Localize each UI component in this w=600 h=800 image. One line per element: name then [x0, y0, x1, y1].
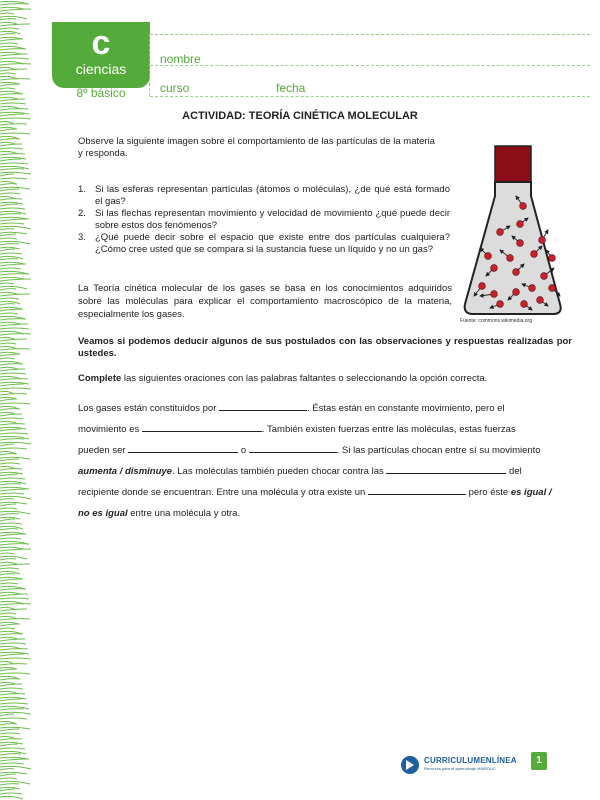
- grade-label: 8º básico: [76, 86, 126, 100]
- sentence-part: Los gases están constituidos por: [78, 403, 217, 414]
- instructions-lead: Complete: [78, 373, 122, 384]
- question-number: 1.: [78, 184, 86, 195]
- gas-particle: [497, 301, 504, 308]
- gas-particle: [541, 273, 548, 280]
- blank-2[interactable]: [142, 422, 262, 432]
- gas-particle: [529, 285, 536, 292]
- intro-text: Observe la siguiente imagen sobre el comportamiento de las partículas de la materia y responda.: [78, 136, 435, 159]
- gas-particle: [517, 240, 524, 247]
- gas-particle: [491, 265, 498, 272]
- curso-fecha-field[interactable]: [150, 96, 590, 97]
- sentence-part: pero éste: [468, 487, 509, 498]
- question-text: Si las flechas representan movimiento y velocidad de movimiento ¿qué puede decir sobre estos dos fenómenos?: [95, 208, 450, 231]
- question-2: [78, 208, 450, 232]
- nombre-field[interactable]: [150, 65, 590, 66]
- gas-particle: [507, 255, 514, 262]
- sentence-part: entre una molécula y otra.: [127, 508, 241, 519]
- subject-logo: [52, 22, 150, 88]
- theory-paragraph: La Teoría cinética molecular de los gases se basa en los conocimientos adquiridos sobre las moléculas para explicar el comportamiento macroscópico de la materia, especialmente los gases.: [78, 283, 452, 320]
- flask-stopper: [495, 146, 531, 182]
- header-top-line: [150, 34, 590, 35]
- flask-body: [465, 182, 561, 314]
- curriculum-tagline: Recursos para el aprendizaje MINEDUC: [424, 766, 496, 771]
- gas-particle: [485, 253, 492, 260]
- grass-border-decoration: [0, 0, 36, 800]
- image-credit: Fuente: commons.wikimedia.org: [460, 318, 532, 324]
- gas-particle: [521, 301, 528, 308]
- nombre-label: nombre: [160, 52, 201, 66]
- blank-5[interactable]: [386, 464, 506, 474]
- page-number: 1: [531, 752, 547, 770]
- blank-3[interactable]: [128, 443, 238, 453]
- sentence-part: movimiento es: [78, 424, 140, 435]
- option-no-es-igual[interactable]: no es igual: [78, 508, 128, 519]
- gas-particle: [531, 251, 538, 258]
- curso-label: curso: [160, 81, 190, 95]
- gas-particle: [517, 221, 524, 228]
- gas-particle: [491, 291, 498, 298]
- option-aumenta-disminuye[interactable]: aumenta / disminuye: [78, 466, 172, 477]
- blank-4[interactable]: [249, 443, 337, 453]
- gas-particle: [549, 255, 556, 262]
- option-es-igual[interactable]: es igual /: [510, 487, 552, 498]
- sentence-part: . También existen fuerzas entre las moléculas, estas fuerzas: [261, 424, 516, 435]
- sentence-part: . Las moléculas también pueden chocar contra las: [171, 466, 384, 477]
- logo-letter: c: [91, 24, 111, 62]
- gas-particle: [479, 283, 486, 290]
- logo-word: ciencias: [75, 61, 127, 77]
- gas-particle: [513, 289, 520, 296]
- question-3: [78, 232, 450, 256]
- postulates-text: Veamos si podemos deducir algunos de sus postulados con las observaciones y respuestas realizadas por ustedes.: [78, 336, 572, 359]
- curriculum-logo-icon: [401, 756, 419, 774]
- sentence-part: . Éstas están en constante movimiento, pero el: [307, 403, 505, 414]
- gas-particle: [497, 229, 504, 236]
- sentence-part: pueden ser: [78, 445, 126, 456]
- page-title: ACTIVIDAD: TEORÍA CINÉTICA MOLECULAR: [182, 110, 418, 122]
- sentence-part: o: [240, 445, 247, 456]
- question-text: ¿Qué puede decir sobre el espacio que existe entre dos partículas cualquiera? ¿Cómo cree usted que se compara si la sustancia fuese un líquido y no un gas?: [95, 232, 450, 255]
- flask-illustration: [460, 136, 565, 318]
- blank-6[interactable]: [368, 485, 466, 495]
- gas-particle: [549, 285, 556, 292]
- question-1: [78, 184, 450, 208]
- fill-in-paragraph: [78, 398, 578, 524]
- fecha-label: fecha: [276, 81, 306, 95]
- sentence-part: recipiente donde se encuentran. Entre una molécula y otra existe un: [78, 487, 366, 498]
- sentence-part: . Si las partículas chocan entre sí su movimiento: [336, 445, 541, 456]
- gas-particle: [537, 297, 544, 304]
- blank-1[interactable]: [219, 401, 307, 411]
- curriculum-brand: CURRICULUMENLÍNEA: [424, 756, 517, 765]
- question-number: 2.: [78, 208, 86, 219]
- instructions-text: [78, 373, 572, 385]
- gas-particle: [539, 237, 546, 244]
- sentence-part: del: [509, 466, 522, 477]
- instructions-rest: las siguientes oraciones con las palabras faltantes o seleccionando la opción correcta.: [121, 373, 488, 384]
- question-number: 3.: [78, 232, 86, 243]
- question-text: Si las esferas representan partículas (átomos o moléculas), ¿de qué está formado el gas?: [95, 184, 450, 207]
- gas-particle: [513, 269, 520, 276]
- gas-particle: [520, 203, 527, 210]
